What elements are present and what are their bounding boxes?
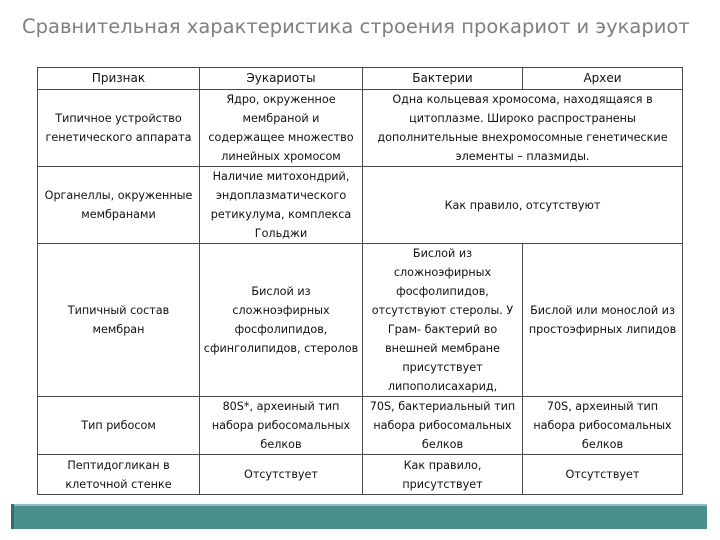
row-feature-cell: Органеллы, окруженные мембранами xyxy=(38,167,200,244)
table-row xyxy=(38,167,683,244)
row-feature-cell: Пептидогликан в клеточной стенке xyxy=(38,455,200,495)
archaea-cell: Бислой или монослой из простоэфирных липидов xyxy=(523,244,683,397)
slide-title: Сравнительная характеристика строения прокариот и эукариот xyxy=(22,15,690,38)
header-bacteria: Бактерии xyxy=(363,68,523,90)
eukaryotes-cell: Ядро, окруженное мембраной и содержащее множество линейных хромосом xyxy=(200,90,363,167)
table-row xyxy=(38,397,683,455)
bacteria-cell: Бислой из сложноэфирных фосфолипидов, отсутствуют стеролы. У Грам- бактерий во внешней мембране присутствует липополисахарид, xyxy=(363,244,523,397)
comparison-table xyxy=(37,67,683,495)
bacteria-cell: 70S, бактериальный тип набора рибосомальных белков xyxy=(363,397,523,455)
eukaryotes-cell: Отсутствует xyxy=(200,455,363,495)
row-feature-cell: Типичное устройство генетического аппарата xyxy=(38,90,200,167)
header-eukaryotes: Эукариоты xyxy=(200,68,363,90)
eukaryotes-cell: Наличие митохондрий, эндоплазматического ретикулума, комплекса Гольджи xyxy=(200,167,363,244)
archaea-cell: 70S, археиный тип набора рибосомальных белков xyxy=(523,397,683,455)
prokaryotes-cell: Как правило, отсутствуют xyxy=(363,167,683,244)
table-row xyxy=(38,455,683,495)
table-header-row xyxy=(38,68,683,90)
bacteria-cell: Как правило, присутствует xyxy=(363,455,523,495)
footer-accent-strip xyxy=(11,504,14,529)
table-row xyxy=(38,90,683,167)
eukaryotes-cell: Бислой из сложноэфирных фосфолипидов, сфинголипидов, стеролов xyxy=(200,244,363,397)
table-row xyxy=(38,244,683,397)
header-archaea: Археи xyxy=(523,68,683,90)
row-feature-cell: Тип рибосом xyxy=(38,397,200,455)
eukaryotes-cell: 80S*, археиный тип набора рибосомальных белков xyxy=(200,397,363,455)
prokaryotes-cell: Одна кольцевая хромосома, находящаяся в цитоплазме. Широко распространены дополнительные внехромосомные генетические элементы – плазмиды. xyxy=(363,90,683,167)
archaea-cell: Отсутствует xyxy=(523,455,683,495)
header-feature: Признак xyxy=(38,68,200,90)
row-feature-cell: Типичный состав мембран xyxy=(38,244,200,397)
footer-bar xyxy=(13,504,707,529)
